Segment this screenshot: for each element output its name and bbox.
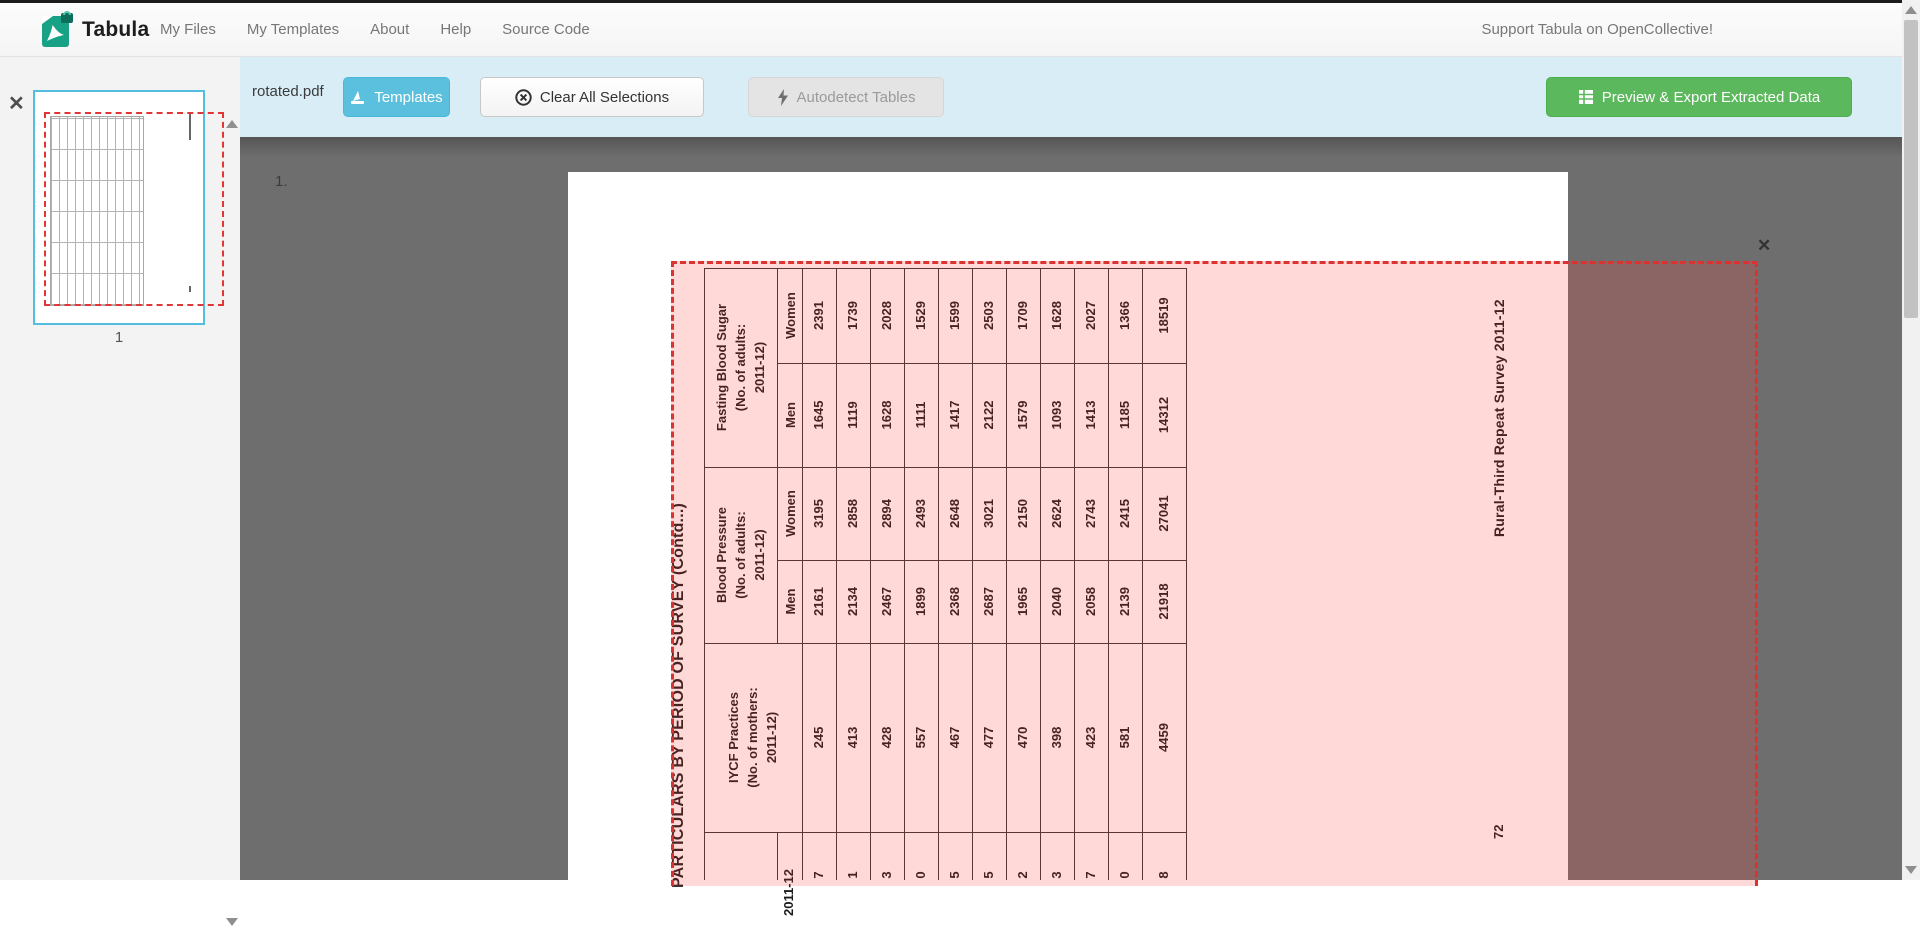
table-value: 1111 [913, 401, 928, 429]
table-value: 2040 [1049, 587, 1064, 616]
table-value: 27041 [1156, 495, 1171, 532]
table-value: 2058 [1083, 587, 1098, 616]
table-value: 2391 [811, 301, 826, 330]
partial-row-fragment: 8 [1156, 871, 1171, 879]
table-value: 2467 [879, 587, 894, 616]
table-value: 470 [1015, 726, 1030, 749]
clear-all-selections-button[interactable] [480, 77, 704, 117]
circle-x-icon [515, 89, 532, 106]
templates-button[interactable] [343, 77, 450, 117]
thumbnail-selection-overlay[interactable] [44, 112, 224, 306]
table-value: 2134 [845, 587, 860, 616]
table-value: 1739 [845, 301, 860, 330]
nav-link-about[interactable]: About [370, 21, 410, 38]
table-value: 4459 [1156, 723, 1171, 752]
table-value: 2028 [879, 301, 894, 330]
table-value: 2139 [1117, 587, 1132, 616]
table-value: 1093 [1049, 400, 1064, 430]
scrollbar-thumb[interactable] [1904, 20, 1918, 318]
brand-link[interactable] [40, 11, 149, 48]
nav-link-source-code[interactable]: Source Code [502, 21, 590, 38]
nav-link-my-files[interactable]: My Files [160, 21, 216, 38]
sidebar-scroll-up-icon[interactable] [226, 120, 238, 128]
table-value: 1709 [1015, 301, 1030, 330]
partial-row-fragment: 0 [1117, 871, 1132, 879]
table-value: 423 [1083, 726, 1098, 749]
lightning-bolt-icon [777, 89, 789, 106]
nav-link-help[interactable]: Help [440, 21, 472, 38]
brand-name: Tabula [82, 17, 150, 41]
action-toolbar [240, 56, 1902, 137]
partial-row-fragment: 1 [845, 871, 860, 879]
table-value: 557 [913, 726, 928, 749]
table-value: 2368 [947, 587, 962, 616]
templates-button-label: Templates [374, 88, 443, 106]
column-group-header: Fasting Blood Sugar (No. of adults: 2011-12) [714, 303, 767, 432]
table-value: 1579 [1015, 400, 1030, 430]
table-value: 2161 [811, 587, 826, 616]
table-value: 398 [1049, 726, 1064, 749]
table-value: 1185 [1117, 400, 1132, 430]
sidebar-scroll-down-icon[interactable] [226, 918, 238, 926]
partial-row-fragment: 3 [879, 871, 894, 879]
table-value: 1119 [845, 401, 860, 429]
table-value: 1899 [913, 587, 928, 616]
table-value: 2743 [1083, 499, 1098, 528]
clear-button-label: Clear All Selections [539, 88, 670, 106]
table-value: 428 [879, 726, 894, 749]
table-value: 1599 [947, 301, 962, 330]
table-value: 2493 [913, 499, 928, 528]
tabula-logo-icon [40, 11, 74, 48]
column-group-header: IYCF Practices (No. of mothers: 2011-12) [726, 687, 779, 788]
table-value: 21918 [1156, 583, 1171, 620]
remove-page-icon[interactable]: ✕ [8, 93, 25, 115]
top-edge-strip [0, 0, 1902, 3]
autodetect-tables-button[interactable] [748, 77, 944, 117]
spreadsheet-icon [1578, 89, 1594, 105]
scrollbar-down-icon[interactable] [1905, 866, 1917, 874]
table-value: 1413 [1083, 400, 1098, 430]
nav-link-my-templates[interactable]: My Templates [246, 21, 340, 38]
thumbnail-page-number: 1 [114, 329, 124, 346]
table-value: 2648 [947, 499, 962, 528]
table-value: 14312 [1156, 396, 1171, 434]
partial-row-fragment: 2 [1015, 871, 1030, 879]
preview-export-button[interactable] [1546, 77, 1852, 117]
column-subheader: Women [783, 490, 798, 537]
partial-row-fragment: 3 [1049, 871, 1064, 879]
survey-side-note: Rural-Third Repeat Survey 2011-12 [1491, 299, 1507, 537]
autodetect-button-label: Autodetect Tables [796, 88, 916, 106]
partial-row-fragment: 7 [811, 871, 826, 879]
table-value: 3195 [811, 499, 826, 528]
table-value: 581 [1117, 726, 1132, 749]
scrollbar-up-icon[interactable] [1905, 6, 1917, 14]
table-value: 2894 [879, 499, 894, 528]
table-value: 1965 [1015, 587, 1030, 616]
export-button-label: Preview & Export Extracted Data [1601, 88, 1821, 106]
column-subheader: Men [783, 402, 798, 428]
table-value: 3021 [981, 499, 996, 528]
table-value: 1529 [913, 301, 928, 330]
table-value: 2503 [981, 301, 996, 330]
pdf-page-number: 72 [1491, 824, 1506, 839]
top-navbar [0, 3, 1902, 57]
table-value: 2150 [1015, 499, 1030, 528]
open-filename: rotated.pdf [252, 83, 324, 100]
table-value: 18519 [1156, 297, 1171, 334]
partial-row-label: 2011-12 [781, 869, 796, 916]
partial-row-fragment: 5 [981, 871, 996, 879]
table-value: 467 [947, 726, 962, 749]
support-link[interactable]: Support Tabula on OpenCollective! [1481, 21, 1713, 38]
selection-close-icon[interactable]: ✕ [1757, 236, 1772, 255]
table-value: 1417 [947, 400, 962, 430]
table-value: 245 [811, 726, 826, 749]
nav-links [160, 3, 590, 56]
table-value: 2415 [1117, 499, 1132, 528]
table-title-vertical: PARTICULARS BY PERIOD OF SURVEY (Contd...) [670, 502, 687, 888]
table-value: 477 [981, 726, 996, 749]
table-value: 2624 [1049, 499, 1064, 528]
column-subheader: Women [783, 292, 798, 339]
page-scrollbar[interactable] [1902, 0, 1920, 880]
table-value: 413 [845, 726, 860, 749]
template-flag-icon [350, 90, 366, 105]
table-value: 2687 [981, 587, 996, 616]
table-value: 1628 [1049, 301, 1064, 330]
table-value: 1628 [879, 400, 894, 430]
partial-row-fragment: 7 [1083, 871, 1098, 879]
table-value: 2027 [1083, 301, 1098, 330]
page-index-label: 1. [275, 173, 288, 190]
table-value: 2122 [981, 400, 996, 430]
table-value: 2858 [845, 499, 860, 528]
partial-row-fragment: 0 [913, 871, 928, 879]
partial-row-fragment: 5 [947, 871, 962, 879]
column-group-header: Blood Pressure (No. of adults: 2011-12) [714, 506, 767, 604]
column-subheader: Men [783, 588, 798, 615]
table-value: 1366 [1117, 301, 1132, 330]
selection-overlay[interactable] [671, 261, 1758, 886]
table-value: 1645 [811, 400, 826, 430]
